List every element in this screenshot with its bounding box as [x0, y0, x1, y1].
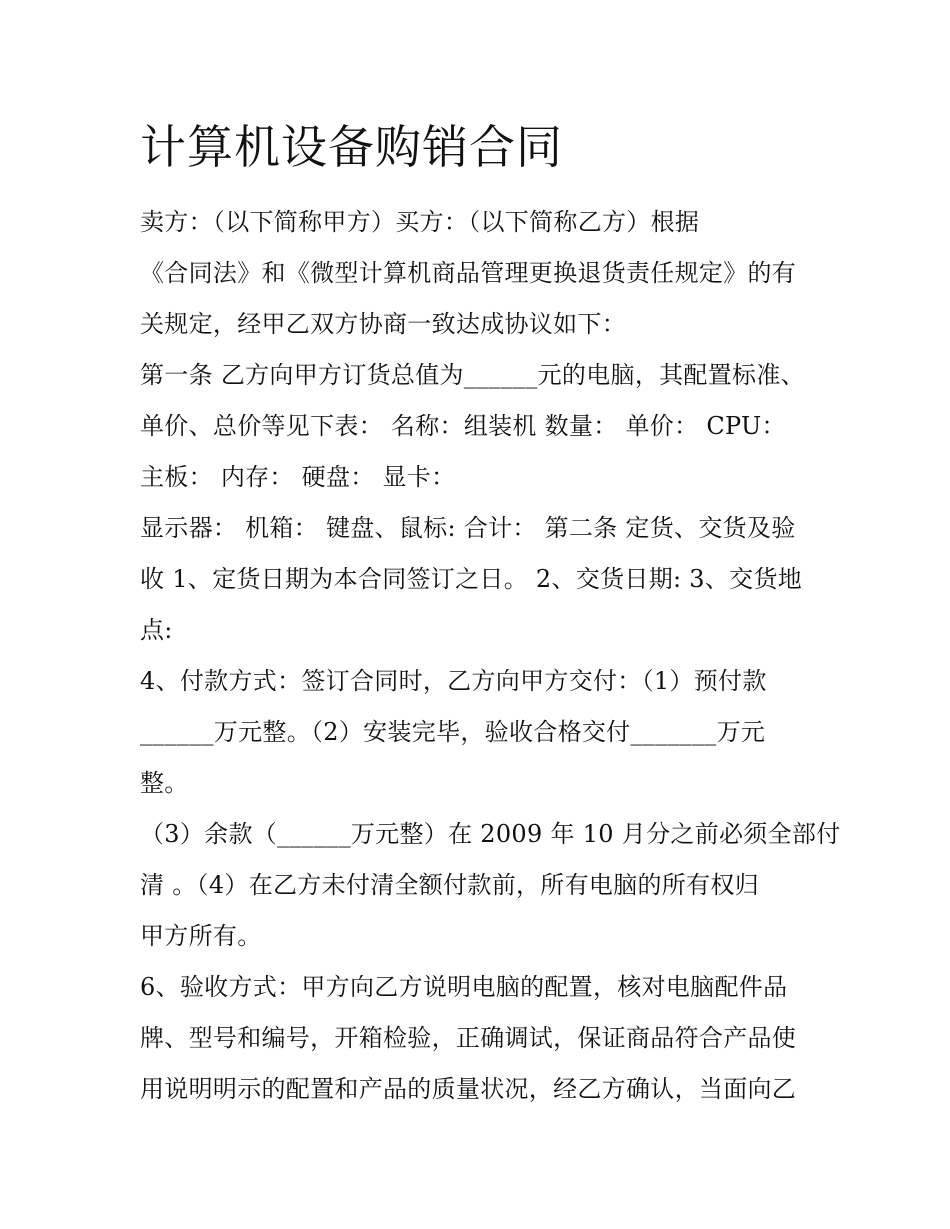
body-line-1: 卖方：（以下简称甲方）买方：（以下简称乙方）根据: [140, 208, 700, 236]
body-line-13: （3）余款（______万元整）在 2009 年 10 月分之前必须全部付: [140, 820, 841, 848]
body-line-15: 甲方所有。: [140, 922, 262, 950]
body-line-14: 清 。（4）在乙方未付清全额付款前，所有电脑的所有权归: [140, 871, 759, 899]
body-line-16: 6、验收方式：甲方向乙方说明电脑的配置，核对电脑配件品: [140, 973, 788, 1001]
body-line-4: 第一条 乙方向甲方订货总值为______元的电脑，其配置标准、: [140, 361, 805, 389]
body-line-10: 4、付款方式：签订合同时，乙方向甲方交付：（1）预付款: [140, 667, 767, 695]
body-line-18: 用说明明示的配置和产品的质量状况，经乙方确认，当面向乙: [140, 1075, 797, 1103]
body-line-9: 点:: [140, 616, 173, 644]
body-line-2: 《合同法》和《微型计算机商品管理更换退货责任规定》的有: [140, 259, 797, 287]
body-line-11: ______万元整。（2）安装完毕，验收合格交付_______万元: [140, 718, 766, 746]
body-line-12: 整。: [140, 769, 189, 797]
body-line-5: 单价、总价等见下表： 名称：组装机 数量： 单价： CPU：: [140, 412, 786, 440]
body-line-8: 收 1、定货日期为本合同签订之日。 2、交货日期: 3、交货地: [140, 565, 803, 593]
body-line-3: 关规定，经甲乙双方协商一致达成协议如下：: [140, 310, 626, 338]
contract-body: [140, 197, 841, 1115]
body-line-17: 牌、型号和编号，开箱检验，正确调试，保证商品符合产品使: [140, 1024, 797, 1052]
body-line-7: 显示器： 机箱： 键盘、鼠标: 合计： 第二条 定货、交货及验: [140, 514, 796, 542]
page-title: 计算机设备购销合同: [140, 120, 563, 174]
body-line-6: 主板： 内存： 硬盘： 显卡：: [140, 463, 456, 491]
